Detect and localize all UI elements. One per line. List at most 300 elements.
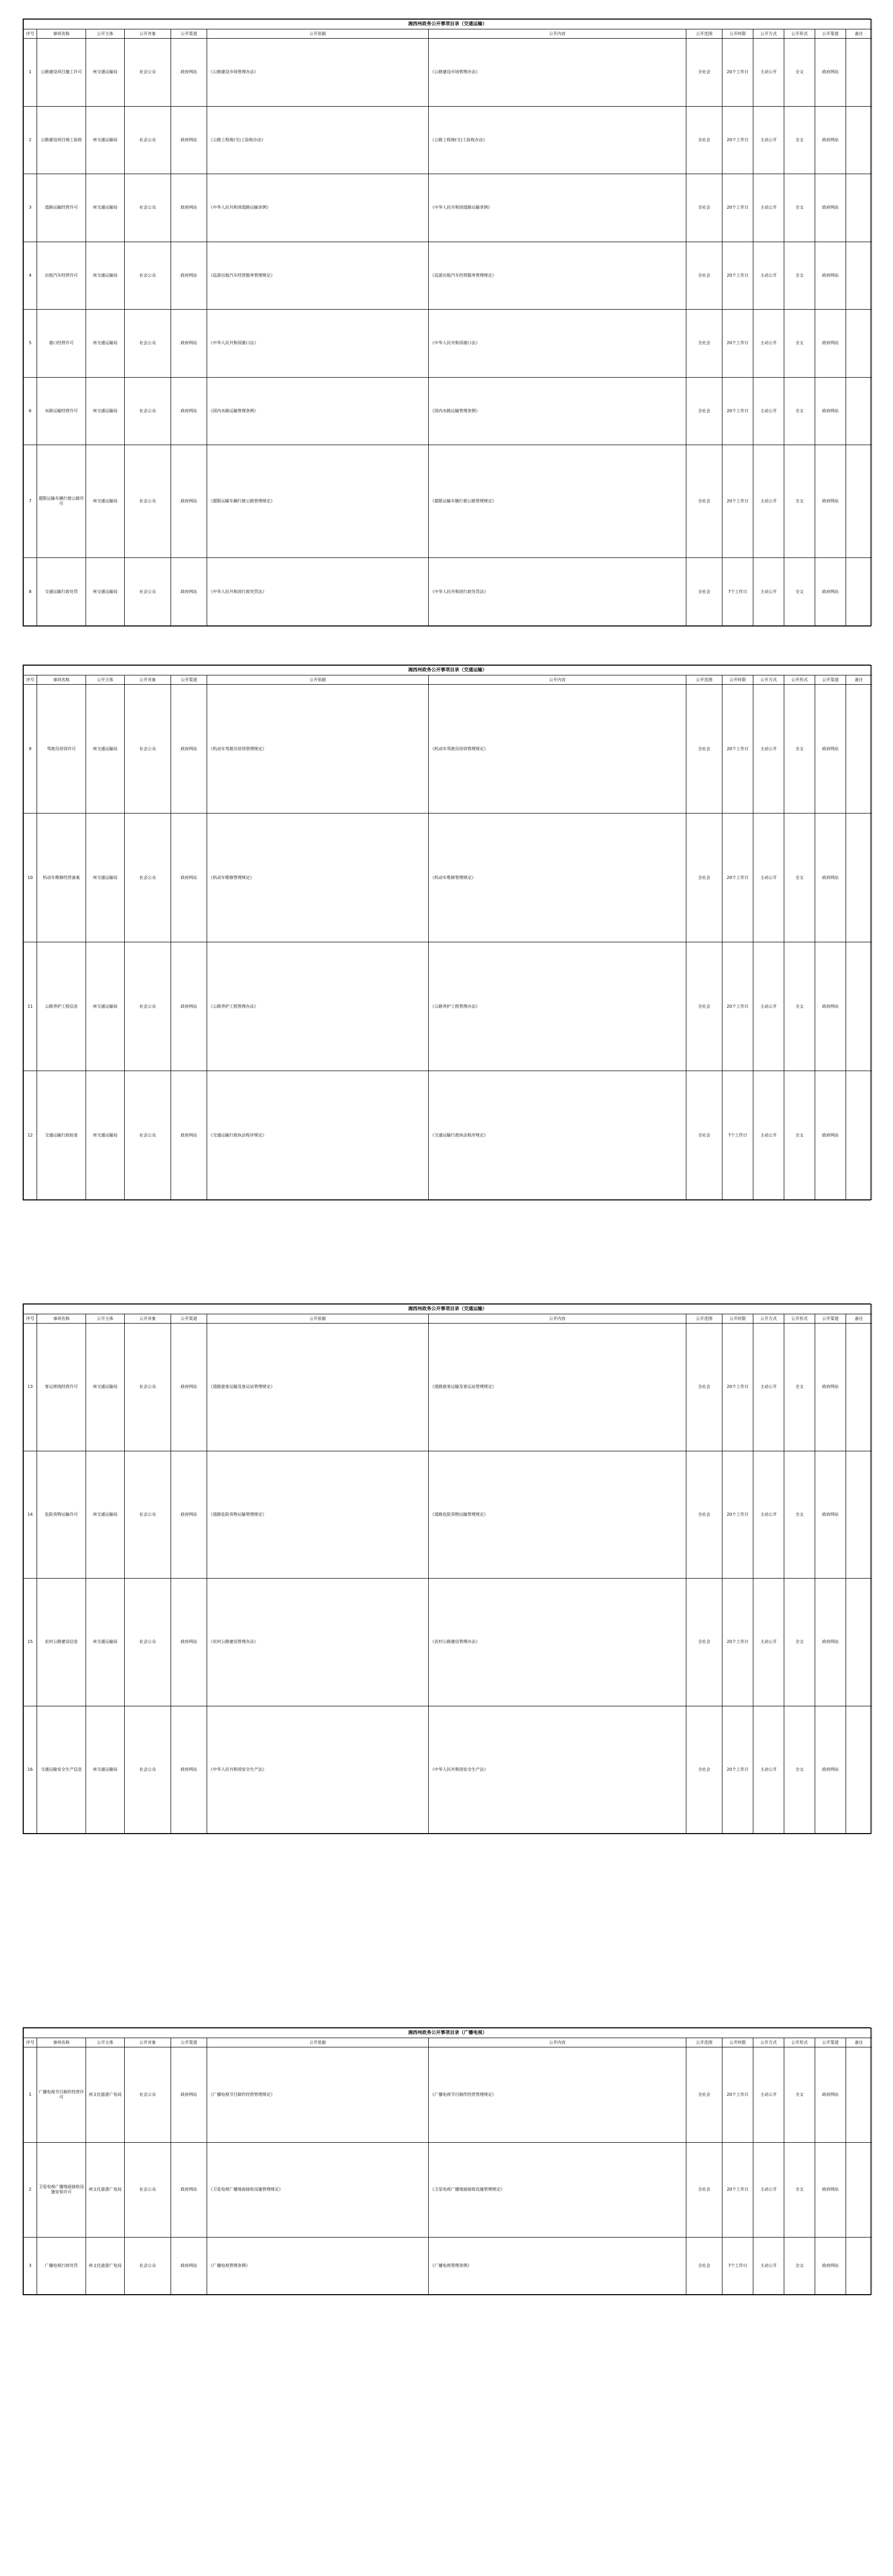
table-cell: 主动公开 [753, 1579, 784, 1706]
table-cell: 主动公开 [753, 2142, 784, 2238]
table-cell: 全社会 [686, 1579, 722, 1706]
column-header: 公开渠道 [815, 1314, 846, 1324]
table-cell: 20个工作日 [722, 814, 753, 942]
column-header: 公开对象 [125, 1314, 171, 1324]
table-cell: 全社会 [686, 942, 722, 1071]
table-cell: 《超限运输车辆行驶公路管理规定》 [429, 445, 686, 558]
table-cell: 《中华人民共和国安全生产法》 [429, 1706, 686, 1834]
column-header: 公开渠道 [815, 29, 846, 39]
column-header: 事项名称 [37, 1314, 86, 1324]
table-cell: 《交通运输行政执法程序规定》 [207, 1071, 429, 1200]
table-cell: 全社会 [686, 558, 722, 626]
column-header: 公开对象 [125, 675, 171, 685]
column-header: 公开渠道 [815, 675, 846, 685]
table-cell: 交通运输行政处罚 [37, 558, 86, 626]
column-header: 公开渠道 [171, 2038, 207, 2047]
table-cell [846, 106, 872, 174]
table-cell: 政府网站 [171, 814, 207, 942]
column-header: 序号 [24, 2038, 37, 2047]
column-header: 公开依据 [207, 2038, 429, 2047]
table-cell: 全文 [784, 377, 815, 445]
table-cell: 《广播电视节目制作经营管理规定》 [429, 2047, 686, 2143]
table-cell: 20个工作日 [722, 377, 753, 445]
table-cell: 公路养护工程信息 [37, 942, 86, 1071]
column-header: 序号 [24, 675, 37, 685]
table-cell: 超限运输车辆行驶公路许可 [37, 445, 86, 558]
table-cell [846, 445, 872, 558]
table-cell: 政府网站 [815, 942, 846, 1071]
table-cell: 政府网站 [815, 1071, 846, 1200]
table-cell: 《中华人民共和国港口法》 [429, 310, 686, 378]
table-cell: 全社会 [686, 2047, 722, 2143]
table-cell: 主动公开 [753, 39, 784, 107]
table-cell: 全社会 [686, 310, 722, 378]
column-header: 公开形式 [784, 1314, 815, 1324]
table-cell: 全社会 [686, 377, 722, 445]
column-header: 公开时限 [722, 29, 753, 39]
table-cell: 社会公众 [125, 310, 171, 378]
disclosure-sheet [23, 2027, 871, 2295]
table-cell: 政府网站 [815, 1451, 846, 1579]
table-cell: 主动公开 [753, 377, 784, 445]
table-cell: 州交通运输局 [86, 445, 125, 558]
table-row [24, 1071, 872, 1200]
table-cell: 政府网站 [815, 1324, 846, 1451]
table-cell [846, 2142, 872, 2238]
table-cell: 港口经营许可 [37, 310, 86, 378]
table-row [24, 2142, 872, 2238]
table-cell: 《机动车驾驶员培训管理规定》 [429, 685, 686, 814]
column-header: 公开时限 [722, 2038, 753, 2047]
table-cell: 《公路建设市场管理办法》 [207, 39, 429, 107]
table-cell: 20个工作日 [722, 174, 753, 242]
table-row [24, 558, 872, 626]
table-cell: 《机动车驾驶员培训管理规定》 [207, 685, 429, 814]
column-header: 公开渠道 [171, 29, 207, 39]
table-cell: 全文 [784, 2238, 815, 2295]
table-cell: 主动公开 [753, 685, 784, 814]
disclosure-sheet [23, 19, 871, 626]
table-cell: 州文化旅游广电局 [86, 2142, 125, 2238]
table-cell: 社会公众 [125, 242, 171, 310]
column-header: 公开主体 [86, 2038, 125, 2047]
table-cell: 主动公开 [753, 310, 784, 378]
table-cell: 全社会 [686, 1706, 722, 1834]
sheet-title: 湘西州政务公开事项目录（广播电视） [24, 2028, 872, 2038]
table-cell: 政府网站 [815, 2047, 846, 2143]
table-cell: 《道路危险货物运输管理规定》 [429, 1451, 686, 1579]
table-cell: 20个工作日 [722, 445, 753, 558]
table-cell: 政府网站 [171, 558, 207, 626]
table-row [24, 39, 872, 107]
table-cell: 12 [24, 1071, 37, 1200]
table-cell: 政府网站 [815, 685, 846, 814]
column-header: 公开渠道 [171, 1314, 207, 1324]
disclosure-table [23, 665, 872, 1200]
table-cell: 危险货物运输许可 [37, 1451, 86, 1579]
table-cell [846, 2238, 872, 2295]
table-cell [846, 558, 872, 626]
table-cell: 20个工作日 [722, 106, 753, 174]
table-cell: 州交通运输局 [86, 174, 125, 242]
table-cell: 20个工作日 [722, 2142, 753, 2238]
table-cell: 20个工作日 [722, 242, 753, 310]
table-cell [846, 1324, 872, 1451]
table-cell: 20个工作日 [722, 1451, 753, 1579]
table-row [24, 445, 872, 558]
table-cell: 州交通运输局 [86, 242, 125, 310]
column-header: 公开主体 [86, 1314, 125, 1324]
column-header: 序号 [24, 29, 37, 39]
table-cell: 政府网站 [171, 2047, 207, 2143]
table-cell: 道路运输经营许可 [37, 174, 86, 242]
column-header: 公开主体 [86, 29, 125, 39]
table-cell: 13 [24, 1324, 37, 1451]
table-cell: 政府网站 [171, 1579, 207, 1706]
table-cell [846, 1071, 872, 1200]
table-cell: 州交通运输局 [86, 1324, 125, 1451]
table-cell: 主动公开 [753, 814, 784, 942]
table-cell: 15 [24, 1579, 37, 1706]
table-cell: 交通运输安全生产信息 [37, 1706, 86, 1834]
table-cell: 《国内水路运输管理条例》 [429, 377, 686, 445]
table-row [24, 942, 872, 1071]
table-cell: 社会公众 [125, 39, 171, 107]
table-row [24, 174, 872, 242]
table-cell: 政府网站 [815, 1579, 846, 1706]
table-cell: 全文 [784, 1324, 815, 1451]
column-header: 公开方式 [753, 2038, 784, 2047]
column-header: 事项名称 [37, 2038, 86, 2047]
column-header: 公开内容 [429, 1314, 686, 1324]
column-header: 公开范围 [686, 29, 722, 39]
table-cell: 《中华人民共和国安全生产法》 [207, 1706, 429, 1834]
table-cell: 驾驶员培训许可 [37, 685, 86, 814]
table-cell: 政府网站 [171, 106, 207, 174]
table-cell: 政府网站 [815, 1706, 846, 1834]
table-cell: 州交通运输局 [86, 558, 125, 626]
table-cell: 社会公众 [125, 2047, 171, 2143]
table-cell: 水路运输经营许可 [37, 377, 86, 445]
table-cell: 州交通运输局 [86, 1071, 125, 1200]
table-cell: 全社会 [686, 2142, 722, 2238]
table-cell: 《交通运输行政执法程序规定》 [429, 1071, 686, 1200]
table-cell: 社会公众 [125, 377, 171, 445]
column-header: 公开内容 [429, 675, 686, 685]
table-cell: 7个工作日 [722, 1071, 753, 1200]
table-cell: 社会公众 [125, 685, 171, 814]
table-cell: 10 [24, 814, 37, 942]
table-cell: 7个工作日 [722, 2238, 753, 2295]
table-row [24, 106, 872, 174]
disclosure-table [23, 1304, 872, 1834]
table-cell: 《广播电视管理条例》 [207, 2238, 429, 2295]
table-cell: 州交通运输局 [86, 377, 125, 445]
table-cell: 《中华人民共和国道路运输条例》 [429, 174, 686, 242]
table-cell: 全文 [784, 1706, 815, 1834]
table-cell: 全文 [784, 174, 815, 242]
table-cell: 州文化旅游广电局 [86, 2047, 125, 2143]
table-cell: 社会公众 [125, 2142, 171, 2238]
table-cell: 《广播电视节目制作经营管理规定》 [207, 2047, 429, 2143]
table-cell: 全文 [784, 445, 815, 558]
table-cell: 全社会 [686, 106, 722, 174]
table-cell [846, 942, 872, 1071]
table-cell: 20个工作日 [722, 310, 753, 378]
table-cell: 11 [24, 942, 37, 1071]
table-cell: 全文 [784, 814, 815, 942]
table-cell: 广播电视节目制作经营许可 [37, 2047, 86, 2143]
table-cell: 4 [24, 242, 37, 310]
table-cell: 20个工作日 [722, 2047, 753, 2143]
table-cell: 政府网站 [171, 445, 207, 558]
table-cell: 3 [24, 2238, 37, 2295]
table-cell: 政府网站 [815, 174, 846, 242]
table-cell [846, 310, 872, 378]
column-header: 公开时限 [722, 675, 753, 685]
column-header: 备注 [846, 29, 872, 39]
column-header: 公开对象 [125, 29, 171, 39]
table-cell: 公路建设项目施工许可 [37, 39, 86, 107]
table-cell: 政府网站 [171, 2142, 207, 2238]
table-cell: 卫星电视广播地面接收设施安装许可 [37, 2142, 86, 2238]
column-header: 公开形式 [784, 29, 815, 39]
table-cell: 《巡游出租汽车经营服务管理规定》 [207, 242, 429, 310]
table-cell: 《中华人民共和国行政处罚法》 [207, 558, 429, 626]
sheet-title: 湘西州政务公开事项目录（交通运输） [24, 666, 872, 675]
column-header: 公开方式 [753, 29, 784, 39]
table-row [24, 814, 872, 942]
column-header: 公开方式 [753, 675, 784, 685]
table-cell [846, 39, 872, 107]
table-cell: 主动公开 [753, 106, 784, 174]
table-cell: 主动公开 [753, 1451, 784, 1579]
table-cell [846, 377, 872, 445]
table-cell: 《中华人民共和国道路运输条例》 [207, 174, 429, 242]
column-header: 公开依据 [207, 1314, 429, 1324]
table-cell: 州文化旅游广电局 [86, 2238, 125, 2295]
table-cell: 5 [24, 310, 37, 378]
table-cell: 客运班线经营许可 [37, 1324, 86, 1451]
table-cell: 政府网站 [815, 39, 846, 107]
table-cell: 《公路养护工程管理办法》 [207, 942, 429, 1071]
disclosure-table [23, 2028, 872, 2295]
table-cell: 政府网站 [815, 814, 846, 942]
table-cell: 《卫星电视广播地面接收设施管理规定》 [429, 2142, 686, 2238]
column-header: 公开范围 [686, 675, 722, 685]
column-header: 公开依据 [207, 675, 429, 685]
table-cell: 16 [24, 1706, 37, 1834]
table-cell: 主动公开 [753, 445, 784, 558]
table-cell: 州交通运输局 [86, 39, 125, 107]
table-cell: 主动公开 [753, 2047, 784, 2143]
table-cell: 《巡游出租汽车经营服务管理规定》 [429, 242, 686, 310]
table-cell: 《广播电视管理条例》 [429, 2238, 686, 2295]
column-header: 公开内容 [429, 29, 686, 39]
table-cell: 《农村公路建设管理办法》 [207, 1579, 429, 1706]
table-cell: 《公路养护工程管理办法》 [429, 942, 686, 1071]
table-cell: 7 [24, 445, 37, 558]
table-cell: 《中华人民共和国港口法》 [207, 310, 429, 378]
table-cell: 政府网站 [815, 2142, 846, 2238]
disclosure-sheet [23, 665, 871, 1200]
table-cell: 《公路工程竣(交)工验收办法》 [429, 106, 686, 174]
table-cell: 2 [24, 106, 37, 174]
table-cell: 20个工作日 [722, 685, 753, 814]
table-cell: 20个工作日 [722, 1706, 753, 1834]
column-header: 公开范围 [686, 1314, 722, 1324]
table-cell: 主动公开 [753, 174, 784, 242]
table-cell: 社会公众 [125, 1071, 171, 1200]
table-cell: 《道路旅客运输及客运站管理规定》 [207, 1324, 429, 1451]
table-cell: 政府网站 [171, 1324, 207, 1451]
table-cell [846, 685, 872, 814]
table-cell: 社会公众 [125, 1579, 171, 1706]
column-header: 备注 [846, 2038, 872, 2047]
table-cell: 政府网站 [171, 174, 207, 242]
table-cell: 《公路工程竣(交)工验收办法》 [207, 106, 429, 174]
table-cell: 政府网站 [171, 1451, 207, 1579]
column-header: 公开渠道 [815, 2038, 846, 2047]
table-cell: 主动公开 [753, 1706, 784, 1834]
table-cell [846, 1706, 872, 1834]
column-header: 公开渠道 [171, 675, 207, 685]
table-row [24, 1451, 872, 1579]
table-cell: 政府网站 [815, 377, 846, 445]
table-cell: 主动公开 [753, 1071, 784, 1200]
table-cell: 社会公众 [125, 1706, 171, 1834]
table-cell: 社会公众 [125, 106, 171, 174]
table-cell: 社会公众 [125, 558, 171, 626]
table-cell: 20个工作日 [722, 942, 753, 1071]
column-header: 序号 [24, 1314, 37, 1324]
table-cell: 全文 [784, 685, 815, 814]
table-cell: 政府网站 [815, 106, 846, 174]
column-header: 公开时限 [722, 1314, 753, 1324]
table-cell [846, 242, 872, 310]
table-cell: 政府网站 [815, 558, 846, 626]
table-cell [846, 2047, 872, 2143]
table-cell: 政府网站 [815, 445, 846, 558]
table-cell: 社会公众 [125, 445, 171, 558]
table-cell: 公路建设项目竣工验收 [37, 106, 86, 174]
table-cell: 社会公众 [125, 814, 171, 942]
table-cell: 社会公众 [125, 2238, 171, 2295]
table-cell: 2 [24, 2142, 37, 2238]
table-cell: 政府网站 [171, 1071, 207, 1200]
table-cell: 社会公众 [125, 942, 171, 1071]
table-cell: 14 [24, 1451, 37, 1579]
table-cell: 州交通运输局 [86, 1451, 125, 1579]
table-cell: 1 [24, 2047, 37, 2143]
disclosure-sheet [23, 1303, 871, 1834]
column-header: 备注 [846, 1314, 872, 1324]
column-header: 备注 [846, 675, 872, 685]
column-header: 公开形式 [784, 675, 815, 685]
table-cell: 主动公开 [753, 558, 784, 626]
table-cell: 全文 [784, 1579, 815, 1706]
table-cell: 《公路建设市场管理办法》 [429, 39, 686, 107]
disclosure-table [23, 19, 872, 626]
table-row [24, 2047, 872, 2143]
table-cell: 主动公开 [753, 1324, 784, 1451]
table-row [24, 242, 872, 310]
table-cell: 州交通运输局 [86, 1579, 125, 1706]
table-cell: 全社会 [686, 39, 722, 107]
table-cell: 州交通运输局 [86, 942, 125, 1071]
table-cell: 8 [24, 558, 37, 626]
table-cell: 全社会 [686, 1451, 722, 1579]
table-cell: 农村公路建设信息 [37, 1579, 86, 1706]
table-cell: 政府网站 [171, 942, 207, 1071]
table-cell: 《农村公路建设管理办法》 [429, 1579, 686, 1706]
table-cell: 《国内水路运输管理条例》 [207, 377, 429, 445]
table-cell: 7个工作日 [722, 558, 753, 626]
table-row [24, 1706, 872, 1834]
table-cell: 机动车维修经营备案 [37, 814, 86, 942]
sheet-title: 湘西州政务公开事项目录（交通运输） [24, 1304, 872, 1314]
table-cell: 全社会 [686, 174, 722, 242]
table-cell [846, 1451, 872, 1579]
table-cell: 主动公开 [753, 2238, 784, 2295]
table-cell: 全文 [784, 942, 815, 1071]
table-cell: 全社会 [686, 445, 722, 558]
table-cell: 《机动车维修管理规定》 [207, 814, 429, 942]
column-header: 公开主体 [86, 675, 125, 685]
table-cell: 全文 [784, 1071, 815, 1200]
table-cell: 政府网站 [171, 242, 207, 310]
table-cell: 社会公众 [125, 1324, 171, 1451]
table-cell: 政府网站 [171, 310, 207, 378]
table-cell: 全文 [784, 106, 815, 174]
table-cell: 政府网站 [171, 377, 207, 445]
table-row [24, 1324, 872, 1451]
table-cell: 州交通运输局 [86, 814, 125, 942]
column-header: 事项名称 [37, 29, 86, 39]
table-cell: 州交通运输局 [86, 685, 125, 814]
table-cell: 3 [24, 174, 37, 242]
table-cell: 全社会 [686, 1324, 722, 1451]
table-cell: 20个工作日 [722, 1324, 753, 1451]
table-cell: 政府网站 [171, 1706, 207, 1834]
table-cell: 政府网站 [815, 242, 846, 310]
table-cell: 全文 [784, 310, 815, 378]
table-cell: 州交通运输局 [86, 1706, 125, 1834]
table-cell: 主动公开 [753, 242, 784, 310]
table-cell: 20个工作日 [722, 39, 753, 107]
table-cell: 政府网站 [815, 2238, 846, 2295]
column-header: 公开范围 [686, 2038, 722, 2047]
table-cell: 社会公众 [125, 174, 171, 242]
column-header: 公开依据 [207, 29, 429, 39]
table-cell: 全文 [784, 558, 815, 626]
table-cell: 州交通运输局 [86, 310, 125, 378]
table-row [24, 685, 872, 814]
sheet-title: 湘西州政务公开事项目录（交通运输） [24, 20, 872, 29]
table-cell: 全文 [784, 1451, 815, 1579]
table-cell: 广播电视行政处罚 [37, 2238, 86, 2295]
table-cell: 6 [24, 377, 37, 445]
table-cell: 政府网站 [171, 2238, 207, 2295]
table-cell: 社会公众 [125, 1451, 171, 1579]
column-header: 公开方式 [753, 1314, 784, 1324]
table-cell: 9 [24, 685, 37, 814]
table-cell: 全社会 [686, 814, 722, 942]
table-cell: 《机动车维修管理规定》 [429, 814, 686, 942]
table-cell: 《超限运输车辆行驶公路管理规定》 [207, 445, 429, 558]
table-row [24, 1579, 872, 1706]
column-header: 公开内容 [429, 2038, 686, 2047]
